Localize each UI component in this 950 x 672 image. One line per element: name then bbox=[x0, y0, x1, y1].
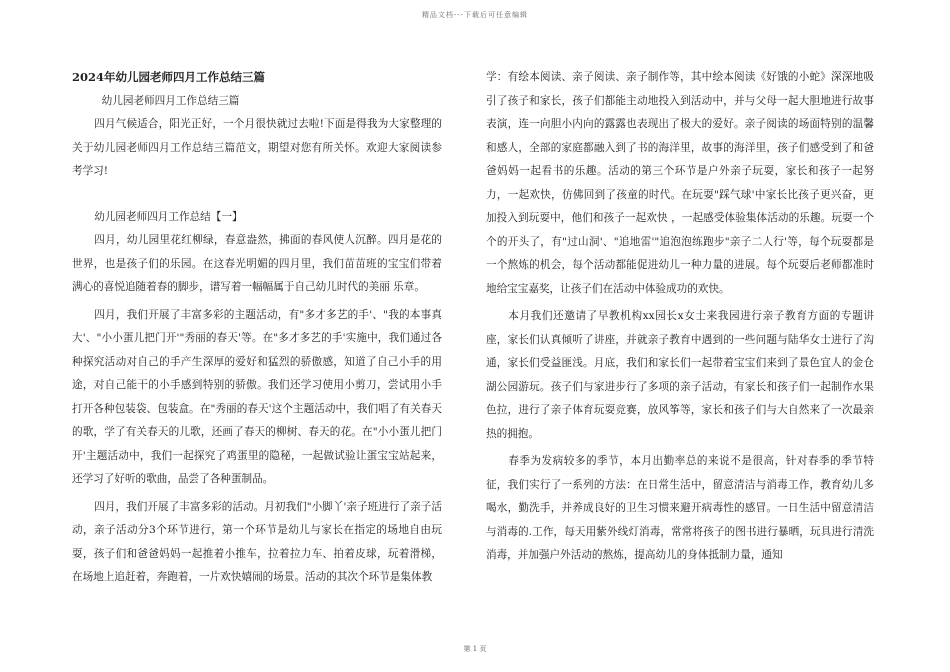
page-header: 精品文档---下载后可任意编辑 bbox=[421, 11, 529, 19]
paragraph: 四月，我们开展了丰富多彩的活动。月初我们"小脚丫'亲子班进行了亲子活动，亲子活动分3个环节进行，第一个环节是幼儿与家长在指定的场地自由玩耍，孩子们和爸爸妈妈一起推着小推车，拉着拉力车、拍着皮球，玩着滑梯，在场地上追赶着，奔跑着，一片欢快嬉闹的场景。活动的其次个环节是集体教 bbox=[72, 500, 442, 583]
left-column bbox=[72, 66, 442, 590]
document-title: 2024年幼儿园老师四月工作总结三篇 bbox=[72, 70, 266, 84]
document-subtitle: 幼儿园老师四月工作总结三篇 bbox=[101, 94, 240, 107]
paragraph: 四月，幼儿园里花红柳绿，春意盎然，拂面的春风使人沉醉。四月是花的世界，也是孩子们的乐园。在这春光明媚的四月里，我们苗苗班的宝宝们带着满心的喜悦追随着春的脚步，谱写着一幅幅属于自己幼儿时代的美丽 乐章。 bbox=[72, 234, 442, 293]
intro-paragraph: 四月气候适合，阳光正好，一个月很快就过去啦!下面是得我为大家整理的关于幼儿园老师四月工作总结三篇范文，期望对您有所关怀。欢迎大家阅读参考学习! bbox=[72, 118, 442, 177]
paragraph: 学：有绘本阅读、亲子阅读、亲子制作等，其中绘本阅读《好饿的小蛇》深深地吸引了孩子和家长，孩子们都能主动地投入到活动中，并与父母一起大胆地进行故事表演，连一向胆小内向的露露也表现出了极大的爱好。亲子阅读的场面特别的温馨和感人，全部的家庭都融入到了书的海洋里，故事的海洋里，孩子们感受到了和爸爸妈妈一起看书的乐趣。活动的第三个环节是户外亲子玩耍，家长和孩子一起努力，一起欢快，仿佛回到了孩童的时代。在玩耍"踩气球'中家长比孩子更兴奋，更加投入到玩耍中，他们和孩子一起欢快 ，一起感受体验集体活动的乐趣。玩耍一个个的开头了，有"过山洞'、"追地雷'"追泡泡练跑步"亲子二人行'等，每个玩耍都是一个熬炼的机会，每个活动都能促进幼儿一种力量的进展。每个玩耍后老师都准时地给宝宝嘉奖，让孩子们在活动中体验成功的欢快。 bbox=[486, 71, 874, 295]
section-title: 幼儿园老师四月工作总结【一】 bbox=[94, 210, 243, 223]
page-footer: 第 1 页 bbox=[463, 645, 487, 653]
paragraph: 本月我们还邀请了早教机构xx园长x女士来我园进行亲子教育方面的专题讲座，家长们认真倾听了讲座，并就亲子教育中遇到的一些问题与陆华女士进行了沟通，家长们受益匪浅。月底，我们和家长们一起带着宝宝们来到了景色宜人的金仓湖公园游玩。孩子们与家进步行了多项的亲子活动，有家长和孩子们一起制作水果色拉，进行了亲子体育玩耍竞赛，放风筝等，家长和孩子们与大自然来了一次最亲热的拥抱。 bbox=[486, 310, 874, 440]
paragraph: 春季为发病较多的季节，本月出勤率总的来说不是很高，针对春季的季节特征，我们实行了一系列的方法：在日常生活中，留意清洁与消毒工作，教育幼儿多喝水，勤洗手，并养成良好的卫生习惯来避开病毒性的感冒。一日生活中留意清洁与消毒的.工作，每天用紫外线灯消毒，常常将孩子的图书进行暴晒，玩具进行清洗消毒，并加强户外活动的熬炼，提高幼儿的身体抵制力量，通知 bbox=[486, 455, 874, 561]
paragraph: 四月，我们开展了丰富多彩的主题活动，有"多才多艺的手'、"我的本事真大'、"小小蛋儿把门开'"秀丽的春天'等。在"多才多艺的手'实施中，我们通过各种探究活动对自己的手产生深厚的爱好和猛烈的骄傲感，知道了自己小手的用途，对自己能干的小手感到特别的骄傲。我们还学习使用小剪刀，尝试用小手打开各种包装袋、包装盒。在"秀丽的春天'这个主题活动中，我们唱了有关春天的歌，学了有关春天的儿歌，还画了春天的柳树、春天的花。在"小小蛋儿把门开'主题活动中，我们一起探究了鸡蛋里的隐秘，一起做试验让蛋宝宝站起来，还学习了好听的歌曲，品尝了各种蛋制品。 bbox=[72, 308, 442, 485]
right-column bbox=[486, 66, 874, 568]
